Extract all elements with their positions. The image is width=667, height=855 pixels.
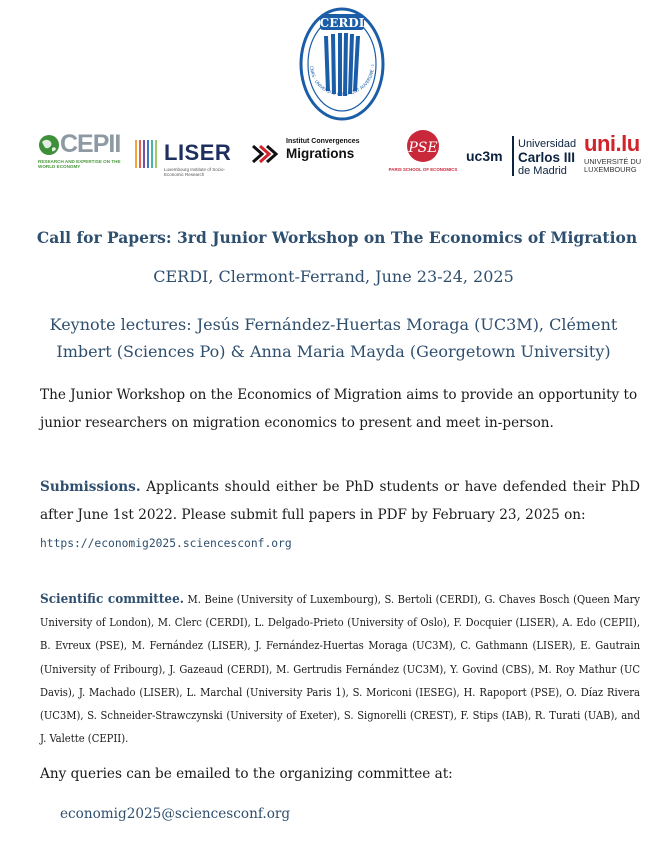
pse-logo <box>388 128 458 182</box>
contact-text: Any queries can be emailed to the organizing committee at: <box>40 766 453 782</box>
globe-icon <box>38 134 60 156</box>
liser-tagline: Luxembourg Institute of Socio-Economic Research <box>164 167 226 178</box>
uc3m-line1: Universidad <box>518 138 577 150</box>
page-title: Call for Papers: 3rd Junior Workshop on The Economics of Migration <box>36 228 638 247</box>
contact-email-link[interactable]: economig2025@sciencesconf.org <box>60 806 291 822</box>
submissions-label: Submissions. <box>40 479 141 495</box>
uc3m-short: uc3m <box>466 148 503 164</box>
cerdi-ring-text: CNRS · UNIVERSITÉ CLERMONT AUVERGNE · I <box>308 64 377 98</box>
intro-paragraph: The Junior Workshop on the Economics of Migration aims to provide an opportunity to junior researchers on migration economics to present and meet in-person. <box>40 387 638 431</box>
uc3m-line2: Carlos III <box>518 150 576 165</box>
committee-paragraph <box>40 588 640 750</box>
submissions-text: Applicants should either be PhD students or have defended their PhD after June 1st 2022. Please submit full papers in PDF by February 23, 2025 on: <box>40 479 640 523</box>
ic-migrations-logo <box>250 128 374 182</box>
pse-emblem-icon <box>406 128 440 164</box>
committee-members: M. Beine (University of Luxembourg), S. Bertoli (CERDI), G. Chaves Bosch (Queen Mary University of London), M. Clerc (CERDI), L. Delgado-Prieto (University of Oslo), F. Docquier (LISER), A. Edo (CEPII), B. Evreux (PSE), M. Fernández (LISER), J. Fernández-Huertas Moraga (UC3M), C. Gathmann (LISER), E. Gautrain (University of Fribourg), J. Gazeaud (CERDI), M. Gertrudis Fernández (UC3M), Y. Govind (CBS), M. Roy Mathur (UC Davis), J. Machado (LISER), L. Marchal (University Paris 1), S. Moriconi (IESEG), H. Rapoport (PSE), O. Díaz Rivera (UC3M), S. Schneider-Strawczynski (University of Exeter), S. Signorelli (CREST), F. Stips (IAB), R. Turati (UAB), and J. Valette (CEPII). <box>40 593 640 746</box>
uc3m-logo <box>466 128 578 182</box>
submission-link[interactable]: https://economig2025.sciencesconf.org <box>40 537 292 550</box>
keynote-lectures: Keynote lectures: Jesús Fernández-Huertas Moraga (UC3M), Clément Imbert (Sciences Po) & Anna Maria Mayda (Georgetown University) <box>49 315 618 361</box>
cerdi-name: CERDI <box>319 16 365 30</box>
cerdi-logo <box>298 6 386 122</box>
unilu-line2: LUXEMBOURG <box>584 165 637 174</box>
ic-line2: Migrations <box>286 146 355 161</box>
partner-logos <box>38 128 642 182</box>
unilu-name: uni.lu <box>584 131 640 156</box>
liser-bars-icon <box>134 138 158 170</box>
pse-name: PSE <box>408 140 438 156</box>
uc3m-divider <box>512 136 514 176</box>
liser-name: LISER <box>164 140 232 165</box>
cepii-logo <box>38 128 130 182</box>
ic-line1: Institut Convergences <box>286 138 360 145</box>
uc3m-line3: de Madrid <box>518 165 567 177</box>
venue-date: CERDI, Clermont-Ferrand, June 23-24, 2025 <box>153 267 514 286</box>
liser-logo <box>134 128 246 182</box>
cepii-tagline: RESEARCH AND EXPERTISE ON THE WORLD ECONOMY <box>38 159 121 169</box>
submissions-paragraph <box>40 473 640 558</box>
committee-label: Scientific committee. <box>40 591 184 607</box>
cepii-name: CEPII <box>60 130 121 158</box>
migrations-arrows-icon <box>250 138 282 170</box>
unilu-line1: UNIVERSITÉ DU <box>584 157 642 166</box>
pse-tagline: PARIS SCHOOL OF ECONOMICS <box>388 167 458 172</box>
unilu-logo <box>584 128 646 182</box>
